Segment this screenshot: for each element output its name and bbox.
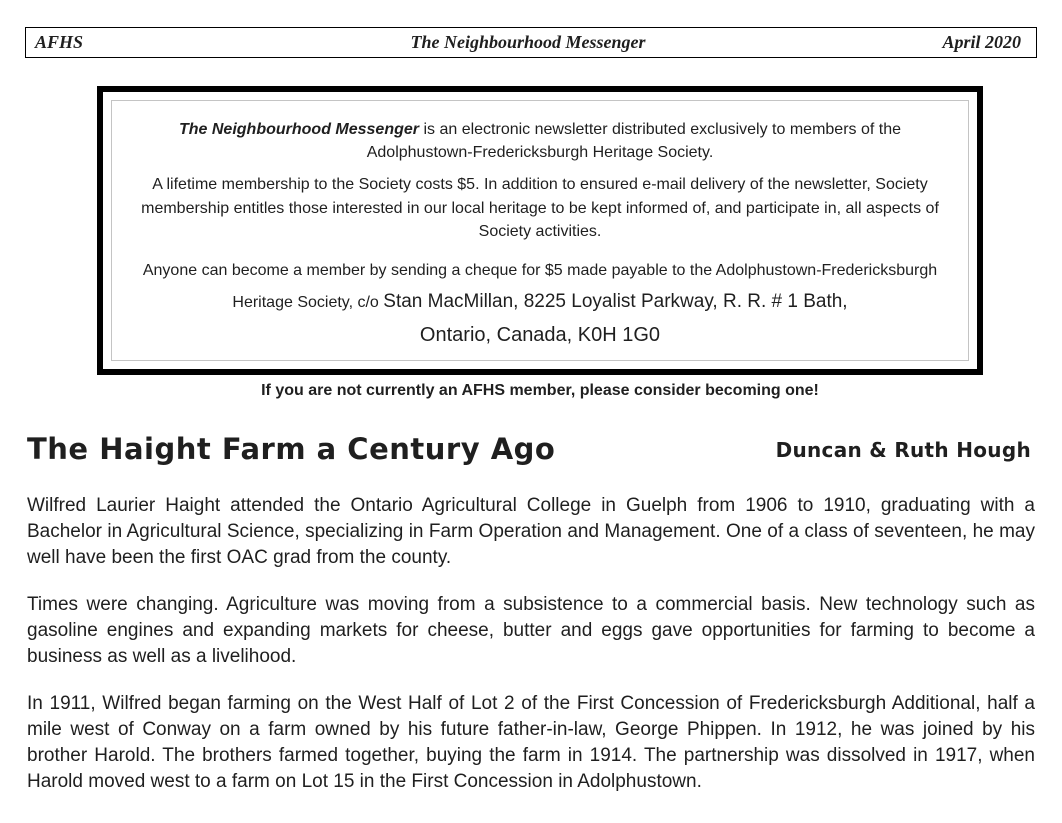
masthead-newsletter-title: The Neighbourhood Messenger — [410, 32, 646, 52]
article-header — [27, 430, 1031, 468]
article-title: The Haight Farm a Century Ago — [27, 432, 556, 466]
article-paragraph-2: Times were changing. Agriculture was moving from a subsistence to a commercial basis. New technology such as gasoline engines and expanding markets for cheese, butter and eggs gave opportunities for farming to become a business as well as a livelihood. — [27, 594, 1035, 667]
membership-info-box — [97, 86, 983, 400]
membership-intro-text: is an electronic newsletter distributed exclusively to members of the Adolphustown-Fredericksburgh Heritage Society. — [366, 121, 901, 162]
article-paragraph-1: Wilfred Laurier Haight attended the Ontario Agricultural College in Guelph from 1906 to 1910, graduating with a Bachelor in Agricultural Science, specializing in Farm Operation and Management. One of a class of seventeen, he may well have been the first OAC grad from the county. — [27, 495, 1035, 568]
membership-info-box-inner — [111, 100, 969, 400]
membership-mailing-address-line2: Ontario, Canada, K0H 1G0 — [419, 324, 661, 347]
masthead-society-abbrev: AFHS — [35, 32, 84, 52]
newsletter-name-emphasis: The Neighbourhood Messenger — [178, 121, 419, 138]
masthead-issue-date: April 2020 — [942, 32, 1021, 52]
membership-join-paragraph — [136, 257, 944, 353]
membership-mailing-address: Stan MacMillan, 8225 Loyalist Parkway, R. R. # 1 Bath, — [383, 290, 848, 312]
article-paragraph-3: In 1911, Wilfred began farming on the West Half of Lot 2 of the First Concession of Fredericksburgh Additional, half a mile west of Conway on a farm owned by his future father-in-law, George Phippen. In 1912, he was joined by his brother Harold. The brothers farmed together, buying the farm in 1914. The partnership was dissolved in 1917, when Harold moved west to a farm on Lot 15 in the First Concession in Adolphustown. — [27, 693, 1035, 792]
membership-intro-paragraph — [136, 118, 944, 164]
membership-join-lead: Anyone can become a member by sending a cheque for $5 made payable to the Adolphustown-Fredericksburgh Heritage Society, c/o — [142, 261, 938, 311]
article-body — [27, 493, 1035, 795]
article-byline: Duncan & Ruth Hough — [775, 438, 1031, 462]
membership-cost-paragraph: A lifetime membership to the Society costs $5. In addition to ensured e-mail delivery of the newsletter, Society membership entitles those interested in our local heritage to be kept informed of, and participate in, all aspects of Society activities. — [141, 176, 939, 240]
membership-call-to-action: If you are not currently an AFHS member, please consider becoming one! — [261, 382, 819, 400]
masthead — [25, 27, 1037, 58]
